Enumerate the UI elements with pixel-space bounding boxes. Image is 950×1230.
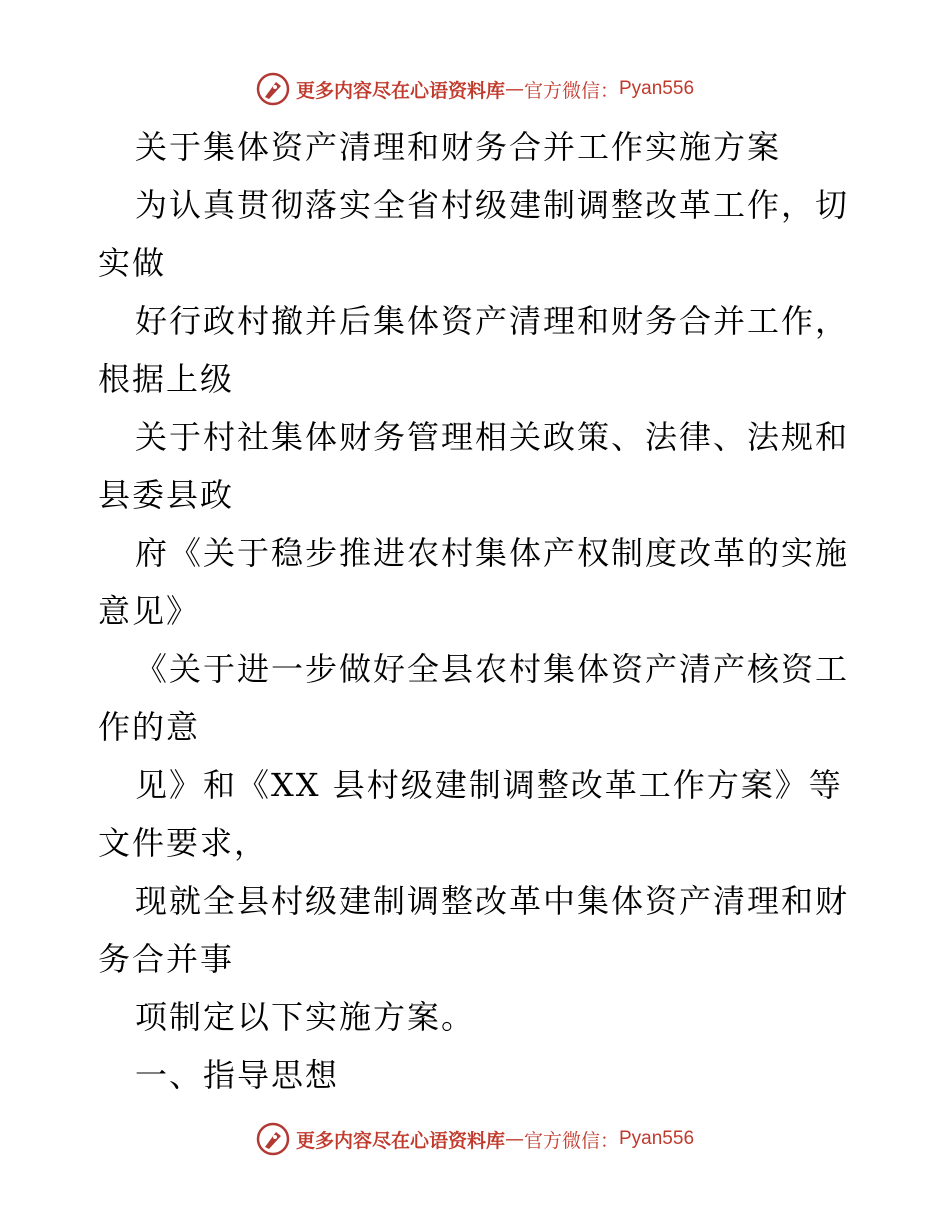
paragraph-line: 《关于进一步做好全县农村集体资产清产核资工 <box>135 650 850 688</box>
paragraph-line: 根据上级 <box>98 360 235 398</box>
pen-nib-logo-icon <box>256 72 290 106</box>
document-title: 关于集体资产清理和财务合并工作实施方案 <box>135 128 782 166</box>
watermark-main-text: 更多内容尽在心语资料库 <box>295 79 505 102</box>
watermark-dash: — <box>504 1128 524 1150</box>
header-watermark <box>0 72 950 106</box>
paragraph-line: 务合并事 <box>98 940 235 978</box>
paragraph-line: 好行政村撤并后集体资产清理和财务合并工作， <box>135 302 850 340</box>
footer-watermark <box>0 1122 950 1156</box>
watermark-sub-text: 官方微信： <box>523 79 619 102</box>
paragraph-line: 文件要求， <box>98 824 269 862</box>
paragraph-line: 现就全县村级建制调整改革中集体资产清理和财 <box>135 882 850 920</box>
watermark-main-text: 更多内容尽在心语资料库 <box>295 1129 505 1152</box>
watermark-wechat-id: Pyan556 <box>619 1128 695 1149</box>
paragraph-line: 为认真贯彻落实全省村级建制调整改革工作，切 <box>135 186 850 224</box>
watermark-sub-text: 官方微信： <box>523 1129 619 1152</box>
section-heading: 一、指导思想 <box>135 1056 340 1094</box>
paragraph-line: 实做 <box>98 244 167 282</box>
document-body <box>98 118 858 1104</box>
paragraph-line: 意见》 <box>98 592 201 630</box>
pen-nib-logo-icon <box>256 1122 290 1156</box>
watermark-dash: — <box>504 78 524 100</box>
paragraph-line: 作的意 <box>98 708 201 746</box>
paragraph-line: 府《关于稳步推进农村集体产权制度改革的实施 <box>135 534 850 572</box>
watermark-wechat-id: Pyan556 <box>619 78 695 99</box>
paragraph-line: 县委县政 <box>98 476 235 514</box>
paragraph-line: 项制定以下实施方案。 <box>135 998 476 1036</box>
paragraph-line: 见》和《XX 县村级建制调整改革工作方案》等 <box>135 766 843 804</box>
paragraph-line: 关于村社集体财务管理相关政策、法律、法规和 <box>135 418 850 456</box>
